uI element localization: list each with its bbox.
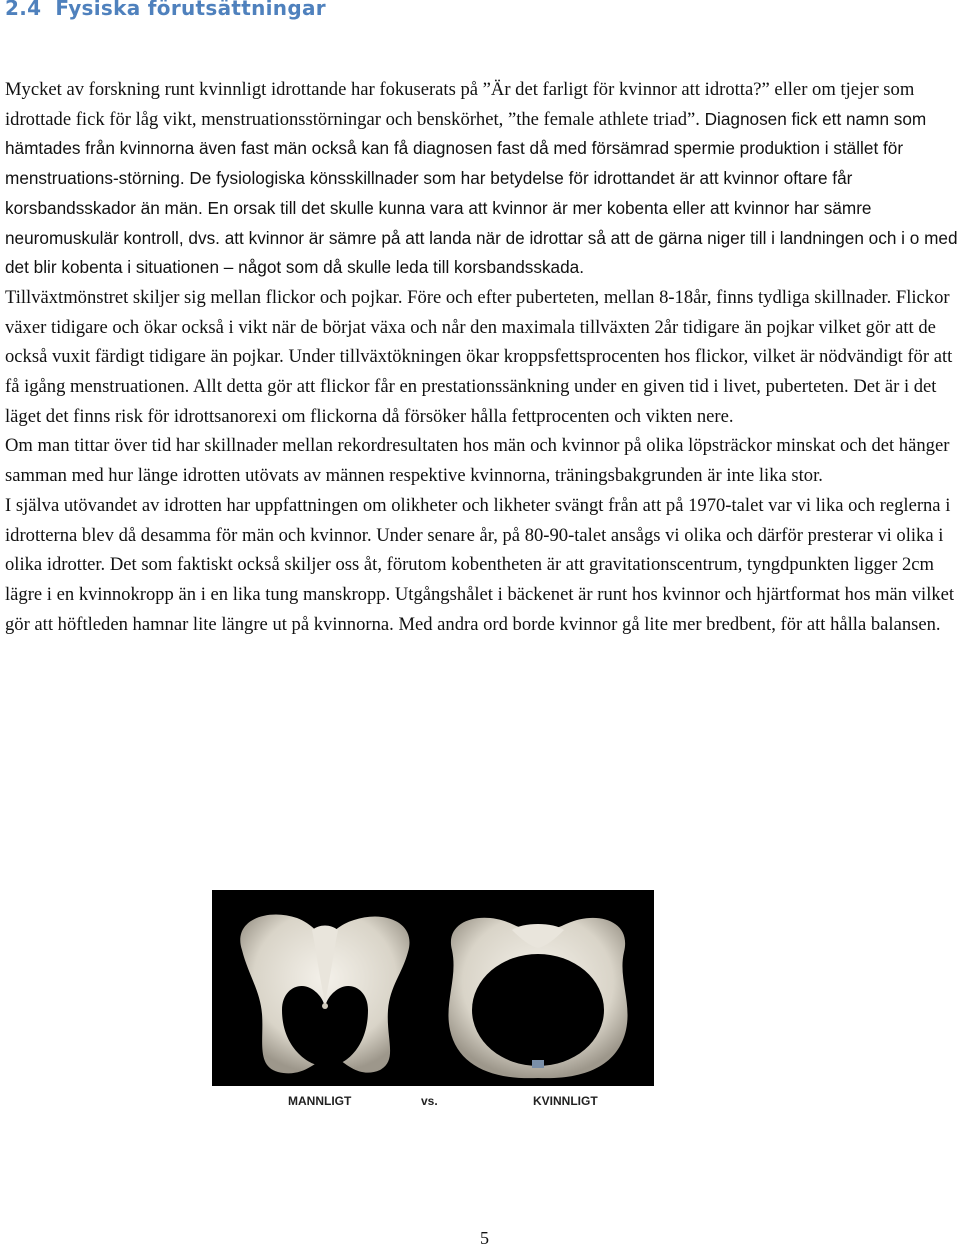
body-text	[5, 75, 960, 639]
paragraph-1	[5, 75, 960, 283]
caption-vs: vs.	[421, 1094, 438, 1108]
caption-male: MANNLIGT	[288, 1094, 352, 1108]
male-pelvis-shape	[240, 915, 409, 1074]
pelvis-illustration	[212, 890, 654, 1086]
paragraph-2: Tillväxtmönstret skiljer sig mellan flickor och pojkar. Före och efter puberteten, mellan 8-18år, finns tydliga skillnader. Flickor växer tidigare och ökar också i vikt när de börjat växa och når den maximala tillväxten 2år tidigare än pojkar vilket gör att de också vuxit färdigt tidigare än pojkar. Under tillväxtökningen ökar kroppsfettsprocenten hos flickor, vilket är nödvändigt för att få igång menstruationen. Allt detta gör att flickor får en prestationssänkning under en given tid i livet, puberteten. Det är i det läget det finns risk för idrottsanorexi om flickorna då försöker hålla fettprocenten och vikten nere.	[5, 286, 953, 427]
section-title: Fysiska förutsättningar	[55, 0, 326, 20]
paragraph-1-sans: Diagnosen fick ett namn som hämtades från kvinnorna även fast män också kan få diagnosen fast då med försämrad spermie produktion i stället för menstruations-störning. De fysiologiska könsskillnader som har betydelse för idrottandet är att kvinnor oftare får korsbandsskador än män. En orsak till det skulle kunna vara att kvinnor är mer kobenta eller att kvinnor har sämre neuromuskulär kontroll, dvs. att kvinnor är sämre på att landa när de idrottar så att de gärna niger till i landningen och i o med det blir kobenta i situationen – något som då skulle leda till korsbandsskada.	[5, 108, 958, 278]
section-heading	[5, 0, 326, 20]
caption-female: KVINNLIGT	[533, 1094, 598, 1108]
page-number: 5	[480, 1228, 489, 1248]
female-pelvis-shape	[448, 918, 627, 1078]
paragraph-1-serif: Mycket av forskning runt kvinnligt idrottande har fokuserats på ”Är det farligt för kvinnor att idrotta?” eller om tjejer som idrottade fick för låg vikt, menstruationsstörningar och benskörhet, ”the female athlete triad”.	[5, 79, 915, 130]
paragraph-3: Om man tittar över tid har skillnader mellan rekordresultaten hos män och kvinnor på olika löpsträckor minskat och det hänger samman med hur länge idrotten utövats av männen respektive kvinnorna, träningsbakgrunden är inte lika stor.	[5, 435, 950, 487]
pelvis-comparison-image	[212, 890, 654, 1086]
section-number: 2.4	[5, 0, 42, 20]
paragraph-4: I själva utövandet av idrotten har uppfattningen om olikheter och likheter svängt från att på 1970-talet var vi lika och reglerna i idrotterna blev då desamma för män och kvinnor. Under senare år, på 80-90-talet ansågs vi olika och därför presterar vi olika i olika idrotter. Det som faktiskt också skiljer oss åt, förutom kobentheten är att gravitationscentrum, tyngdpunkten ligger 2cm lägre i en kvinnokropp än i en lika tung manskropp. Utgångshålet i bäckenet är runt hos kvinnor och hjärtformat hos män vilket gör att höftleden hamnar lite längre ut på kvinnorna. Med andra ord borde kvinnor gå lite mer bredbent, för att hålla balansen.	[5, 494, 955, 635]
